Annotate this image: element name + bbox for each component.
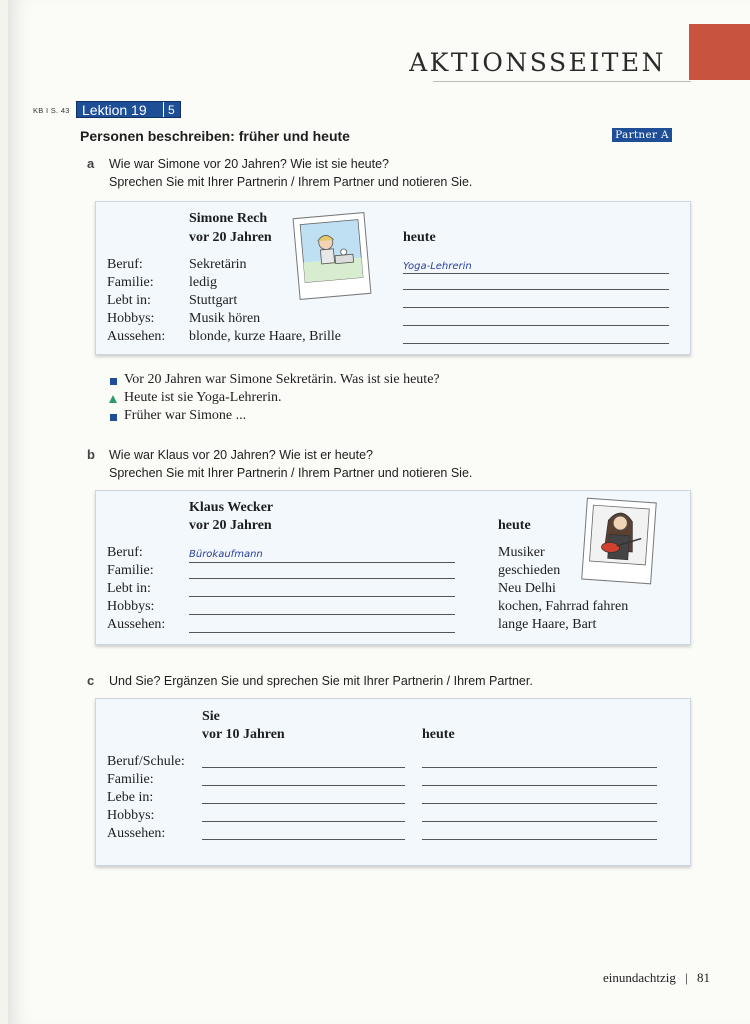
simone-now-line-2 xyxy=(403,289,669,290)
simone-name: Simone Rech xyxy=(189,211,268,226)
simone-label-beruf: Beruf: xyxy=(107,257,143,272)
sie-now-line-4 xyxy=(422,821,657,822)
speaker-b-triangle-icon xyxy=(109,395,117,403)
klaus-now-heading: heute xyxy=(498,518,531,533)
simone-now-heading: heute xyxy=(403,230,436,245)
lesson-badge xyxy=(76,101,181,118)
simone-then-aussehen: blonde, kurze Haare, Brille xyxy=(189,329,341,344)
speaker-a-square-icon xyxy=(110,378,117,385)
klaus-photo xyxy=(581,498,657,585)
klaus-now-familie: geschieden xyxy=(498,563,561,578)
sie-label-lebe-in: Lebe in: xyxy=(107,790,154,805)
speaker-a-square-icon-2 xyxy=(110,414,117,421)
klaus-portrait-illustration xyxy=(582,499,655,584)
klaus-label-hobbys: Hobbys: xyxy=(107,599,155,614)
simone-now-line-1 xyxy=(403,273,669,274)
sie-then-line-5 xyxy=(202,839,405,840)
simone-then-heading: vor 20 Jahren xyxy=(189,230,272,245)
footer-separator: | xyxy=(685,970,688,985)
task-a-line-1: Wie war Simone vor 20 Jahren? Wie ist sie heute? xyxy=(109,157,389,171)
simone-now-line-5 xyxy=(403,343,669,344)
sie-then-line-3 xyxy=(202,803,405,804)
sie-now-line-2 xyxy=(422,785,657,786)
simone-label-aussehen: Aussehen: xyxy=(107,329,166,344)
task-b-letter: b xyxy=(87,447,95,462)
page-header-title: AKTIONSSEITEN xyxy=(409,48,666,77)
simone-then-beruf: Sekretärin xyxy=(189,257,247,272)
sie-then-line-4 xyxy=(202,821,405,822)
sie-then-heading: vor 10 Jahren xyxy=(202,727,285,742)
lesson-badge-divider xyxy=(163,102,164,117)
klaus-then-line-3 xyxy=(189,596,455,597)
simone-label-hobbys: Hobbys: xyxy=(107,311,155,326)
klaus-then-line-4 xyxy=(189,614,455,615)
task-c-letter: c xyxy=(87,673,95,688)
card-klaus xyxy=(95,490,691,645)
klaus-then-line-1 xyxy=(189,562,455,563)
simone-portrait-illustration xyxy=(294,213,371,299)
simone-then-lebt-in: Stuttgart xyxy=(189,293,238,308)
simone-label-lebt-in: Lebt in: xyxy=(107,293,151,308)
klaus-now-lebt-in: Neu Delhi xyxy=(498,581,556,596)
simone-label-familie: Familie: xyxy=(107,275,154,290)
lesson-number: 5 xyxy=(168,103,175,117)
lesson-label: Lektion 19 xyxy=(82,102,147,118)
page-number-word: einundachtzig xyxy=(602,970,676,985)
partner-badge: Partner A xyxy=(612,128,672,142)
sie-label-hobbys: Hobbys: xyxy=(107,808,155,823)
klaus-then-line-5 xyxy=(189,632,455,633)
kursbuch-reference: KB I S. 43 xyxy=(33,106,70,115)
sie-label-aussehen: Aussehen: xyxy=(107,826,166,841)
simone-then-familie: ledig xyxy=(189,275,217,290)
sie-label-beruf-schule: Beruf/Schule: xyxy=(107,754,185,769)
klaus-then-line-2 xyxy=(189,578,455,579)
card-sie xyxy=(95,698,691,866)
dialog-line-1: Vor 20 Jahren war Simone Sekretärin. Was ist sie heute? xyxy=(124,372,440,387)
klaus-name: Klaus Wecker xyxy=(189,500,274,515)
klaus-label-familie: Familie: xyxy=(107,563,154,578)
task-b-line-1: Wie war Klaus vor 20 Jahren? Wie ist er heute? xyxy=(109,448,374,462)
klaus-label-aussehen: Aussehen: xyxy=(107,617,166,632)
sie-label-familie: Familie: xyxy=(107,772,154,787)
klaus-now-beruf: Musiker xyxy=(498,545,545,560)
dialog-line-2: Heute ist sie Yoga-Lehrerin. xyxy=(124,390,282,405)
page-number: 81 xyxy=(697,970,710,985)
sie-now-line-3 xyxy=(422,803,657,804)
task-a-line-2: Sprechen Sie mit Ihrer Partnerin / Ihrem Partner und notieren Sie. xyxy=(109,175,473,189)
task-b-line-2: Sprechen Sie mit Ihrer Partnerin / Ihrem Partner und notieren Sie. xyxy=(109,466,473,480)
klaus-then-heading: vor 20 Jahren xyxy=(189,518,272,533)
sie-now-line-5 xyxy=(422,839,657,840)
klaus-label-lebt-in: Lebt in: xyxy=(107,581,151,596)
simone-then-hobbys: Musik hören xyxy=(189,311,261,326)
klaus-now-aussehen: lange Haare, Bart xyxy=(498,617,597,632)
simone-now-beruf-handwritten: Yoga-Lehrerin xyxy=(403,261,472,272)
dialog-line-3: Früher war Simone ... xyxy=(124,408,247,423)
header-rule xyxy=(433,81,691,82)
sie-now-line-1 xyxy=(422,767,657,768)
klaus-label-beruf: Beruf: xyxy=(107,545,143,560)
simone-now-line-3 xyxy=(403,307,669,308)
section-title: Personen beschreiben: früher und heute xyxy=(80,128,350,144)
task-a-letter: a xyxy=(87,156,95,171)
header-color-block xyxy=(689,24,750,80)
task-c-line-1: Und Sie? Ergänzen Sie und sprechen Sie mit Ihrer Partnerin / Ihrem Partner. xyxy=(109,674,533,688)
card-simone xyxy=(95,201,691,355)
simone-now-line-4 xyxy=(403,325,669,326)
sie-now-heading: heute xyxy=(422,727,455,742)
sie-then-line-2 xyxy=(202,785,405,786)
klaus-then-beruf-handwritten: Bürokaufmann xyxy=(189,549,263,560)
simone-photo xyxy=(293,212,372,300)
sie-name: Sie xyxy=(202,709,220,724)
page-footer xyxy=(603,970,710,986)
klaus-now-hobbys: kochen, Fahrrad fahren xyxy=(498,599,629,614)
sie-then-line-1 xyxy=(202,767,405,768)
